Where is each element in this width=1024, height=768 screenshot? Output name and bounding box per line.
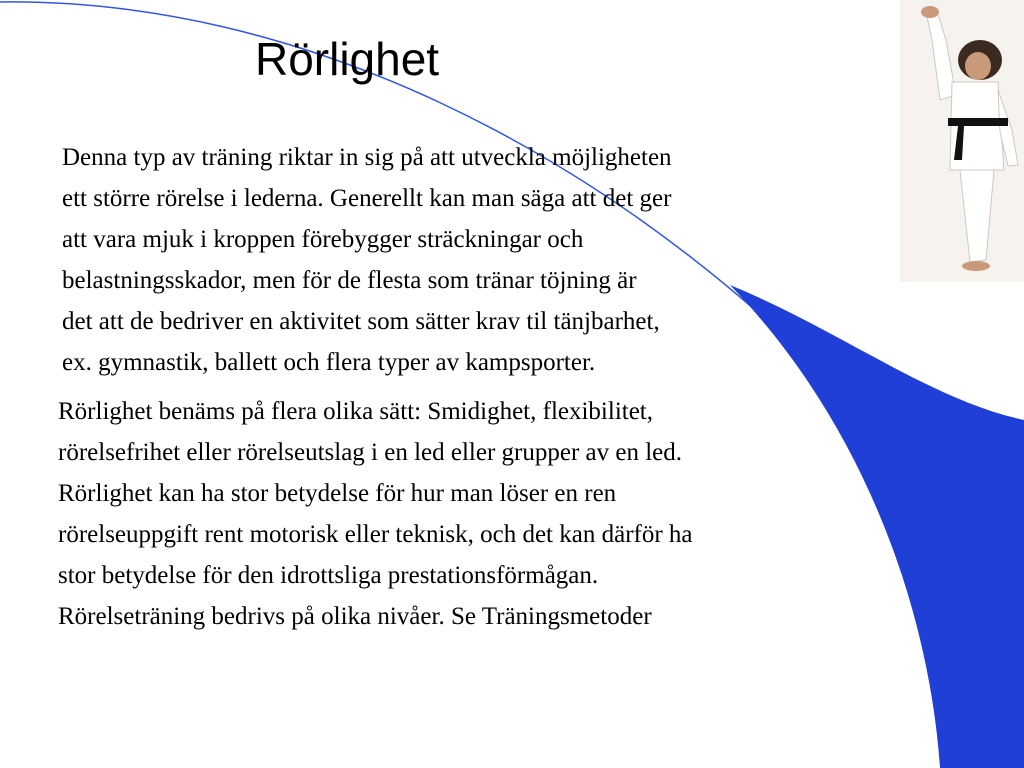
text-line: stor betydelse för den idrottsliga prestationsförmågan. <box>58 562 599 589</box>
martial-artist-figure <box>900 0 1024 282</box>
text-line: rörelseuppgift rent motorisk eller teknisk, och det kan därför ha <box>58 521 693 548</box>
text-line: rörelsefrihet eller rörelseutslag i en led eller grupper av en led. <box>58 439 683 466</box>
martial-artist-kick-photo <box>900 0 1024 282</box>
text-line: ett större rörelse i lederna. Generellt kan man säga att det ger <box>62 185 672 212</box>
text-line: belastningsskador, men för de flesta som tränar töjning är <box>62 267 637 294</box>
swoosh-curve-line <box>0 2 960 768</box>
text-line: Rörlighet benäms på flera olika sätt: Smidighet, flexibilitet, <box>58 398 654 425</box>
text-line: Rörelseträning bedrivs på olika nivåer. Se Träningsmetoder <box>58 603 652 630</box>
text-line: Denna typ av träning riktar in sig på att utveckla möjligheten <box>62 144 672 171</box>
paragraph-intro <box>62 137 672 383</box>
text-line: att vara mjuk i kroppen förebygger sträckningar och <box>62 226 584 253</box>
text-line: Rörlighet kan ha stor betydelse för hur man löser en ren <box>58 480 617 507</box>
swoosh-fill <box>730 285 1024 768</box>
text-line: det att de bedriver en aktivitet som sätter krav til tänjbarhet, <box>62 308 660 335</box>
text-line: ex. gymnastik, ballett och flera typer av kampsporter. <box>62 349 596 376</box>
slide-title: Rörlighet <box>255 33 440 85</box>
paragraph-definition <box>58 391 693 637</box>
